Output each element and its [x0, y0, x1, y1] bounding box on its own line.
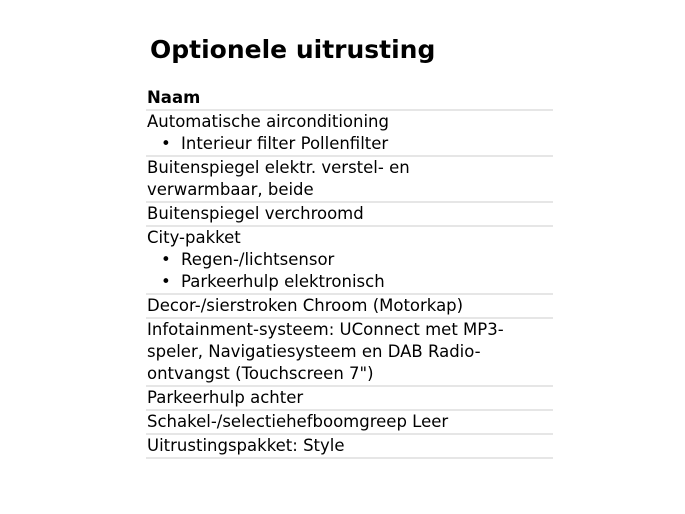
column-header-name: Naam: [146, 87, 553, 111]
table-row: [146, 411, 553, 435]
equipment-name-line: ontvangst (Touchscreen 7"): [147, 364, 374, 383]
equipment-name-line: Infotainment-systeem: UConnect met MP3-: [147, 320, 504, 339]
page-title: Optionele uitrusting: [150, 35, 436, 64]
subitem: [146, 249, 553, 271]
bullet-icon: •: [161, 134, 171, 153]
equipment-name: [146, 387, 553, 409]
equipment-name: [146, 157, 553, 201]
table-row: [146, 111, 553, 157]
equipment-name-line: verwarmbaar, beide: [147, 180, 314, 199]
equipment-name-line: Parkeerhulp achter: [147, 388, 304, 407]
equipment-name: [146, 411, 553, 433]
subitem-label: Regen-/lichtsensor: [181, 250, 335, 269]
equipment-table: [146, 87, 553, 459]
equipment-name-line: Uitrustingspakket: Style: [147, 436, 345, 455]
equipment-name-line: speler, Navigatiesysteem en DAB Radio-: [147, 342, 481, 361]
equipment-name: [146, 319, 553, 385]
table-row: [146, 227, 553, 295]
equipment-name-line: City-pakket: [147, 228, 241, 247]
equipment-name-line: Automatische airconditioning: [147, 112, 389, 131]
equipment-name: [146, 203, 553, 225]
equipment-name-line: Schakel-/selectiehefboomgreep Leer: [147, 412, 449, 431]
table-row: [146, 319, 553, 387]
subitem-label: Parkeerhulp elektronisch: [181, 272, 385, 291]
table-row: [146, 157, 553, 203]
bullet-icon: •: [161, 272, 171, 291]
equipment-name-line: Decor-/sierstroken Chroom (Motorkap): [147, 296, 464, 315]
equipment-name-line: Buitenspiegel elektr. verstel- en: [147, 158, 410, 177]
equipment-name: [146, 295, 553, 317]
equipment-name: [146, 435, 553, 457]
table-row: [146, 203, 553, 227]
subitem: [146, 271, 553, 293]
subitem: [146, 133, 553, 155]
table-row: [146, 387, 553, 411]
equipment-rows: [146, 111, 553, 459]
table-row: [146, 435, 553, 459]
subitem-list: [146, 133, 553, 155]
bullet-icon: •: [161, 250, 171, 269]
equipment-name: [146, 227, 553, 249]
table-row: [146, 295, 553, 319]
subitem-list: [146, 249, 553, 293]
subitem-label: Interieur filter Pollenfilter: [181, 134, 389, 153]
equipment-name-line: Buitenspiegel verchroomd: [147, 204, 364, 223]
equipment-name: [146, 111, 553, 133]
